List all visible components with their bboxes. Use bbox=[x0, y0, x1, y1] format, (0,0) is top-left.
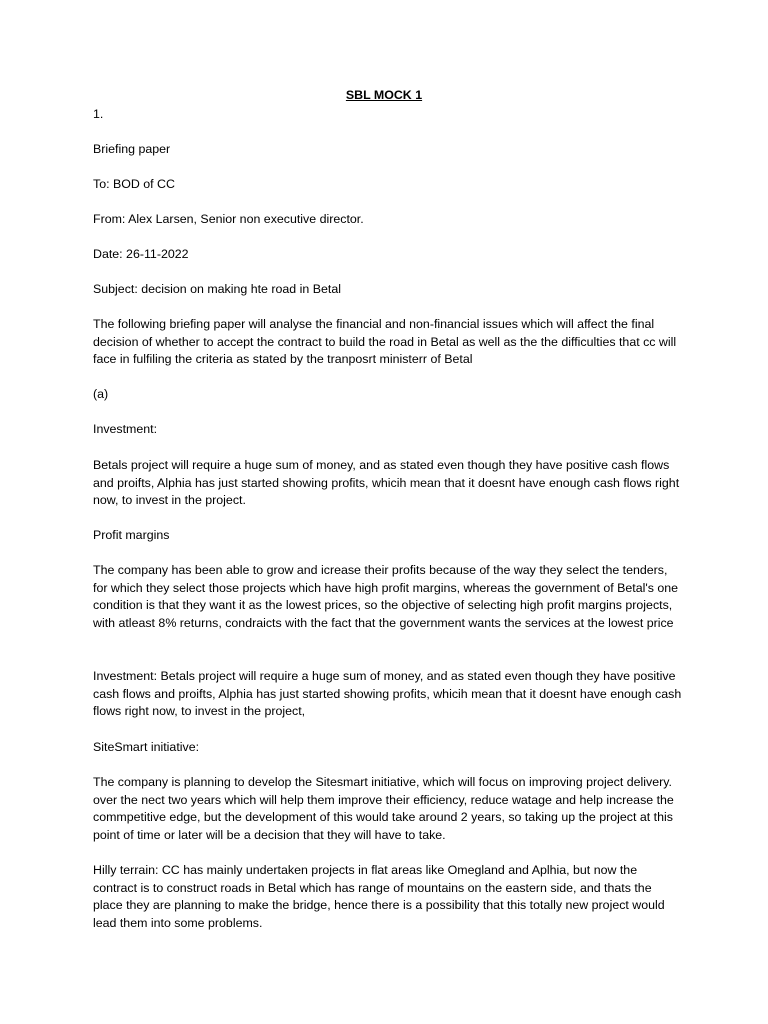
question-number: 1. bbox=[93, 107, 104, 121]
part-a-label: (a) bbox=[93, 387, 109, 401]
investment-paragraph: Betals project will require a huge sum of money, and as stated even though they have positive cash flows and proifts, Alphia has just started showing profits, whicih mean that it doesnt have enough cash flows right now, to invest in the project. bbox=[93, 458, 680, 508]
investment-repeat-paragraph: Investment: Betals project will require a huge sum of money, and as stated even though they have positive cash flows and proifts, Alphia has just started showing profits, whicih mean that it doesnt have enough cash flows right now, to invest in the project, bbox=[93, 669, 682, 719]
sitesmart-heading: SiteSmart initiative: bbox=[93, 740, 200, 754]
profit-margins-heading: Profit margins bbox=[93, 528, 170, 542]
profit-margins-paragraph: The company has been able to grow and icrease their profits because of the way they select the tenders, for which they select those projects which have high profit margins, whereas the government of Betal's one condition is that they want it as the lowest prices, so the objective of selecting high profit margins projects, with atleast 8% returns, condraicts with the fact that the government wants the services at the lowest price bbox=[93, 563, 679, 630]
to-line: To: BOD of CC bbox=[93, 177, 175, 191]
sitesmart-paragraph: The company is planning to develop the Sitesmart initiative, which will focus on improving project delivery. over the nect two years which will help them improve their efficiency, reduce watage and help increase the commpetitive edge, but the development of this would take around 2 years, so taking up the project at this point of time or later will be a decision that they will have to take. bbox=[93, 775, 674, 842]
from-line: From: Alex Larsen, Senior non executive director. bbox=[93, 212, 364, 226]
subject-line: Subject: decision on making hte road in Betal bbox=[93, 282, 341, 296]
date-line: Date: 26-11-2022 bbox=[93, 247, 189, 261]
briefing-label: Briefing paper bbox=[93, 142, 171, 156]
investment-heading: Investment: bbox=[93, 422, 158, 436]
document-title: SBL MOCK 1 bbox=[345, 88, 423, 102]
hilly-terrain-paragraph: Hilly terrain: CC has mainly undertaken projects in flat areas like Omegland and Aplhia, but now the contract is to construct roads in Betal which has range of mountains on the eastern side, and thats the place they are planning to make the bridge, hence there is a possibility that this totally new project would lead them into some problems. bbox=[93, 863, 665, 930]
intro-paragraph: The following briefing paper will analyse the financial and non-financial issues which will affect the final decision of whether to accept the contract to build the road in Betal as well as the the difficulties that cc will face in fulfiling the criteria as stated by the tranposrt ministerr of Betal bbox=[93, 317, 677, 367]
